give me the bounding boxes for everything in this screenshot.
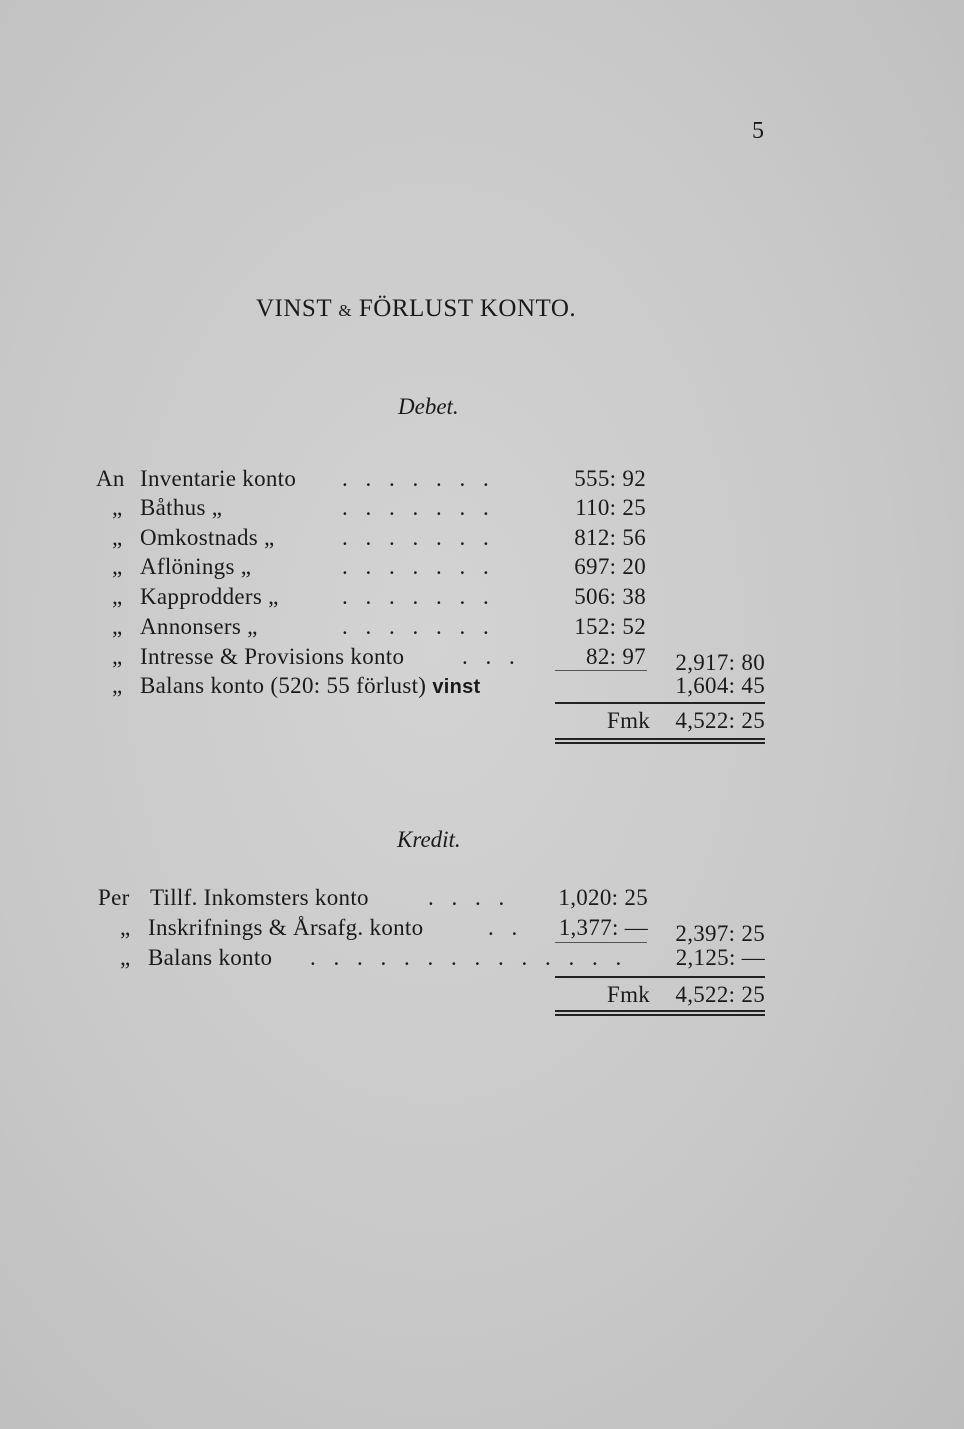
sum-label: Fmk	[607, 982, 651, 1007]
row-label: Annonsers „	[140, 614, 258, 639]
row-subtotal: 2,397: 25	[675, 921, 765, 946]
row-prefix: „	[112, 584, 123, 609]
row-amount: 110: 25	[575, 495, 646, 520]
title-ampersand: &	[338, 301, 353, 320]
row-prefix: „	[112, 495, 123, 520]
row-amount: 82: 97	[586, 644, 646, 669]
debet-row	[0, 614, 964, 644]
row-dots: . . . . . . .	[342, 525, 495, 550]
row-label: Aflönings „	[140, 554, 252, 579]
debet-row	[0, 554, 964, 584]
row-total: 2,125: —	[675, 945, 765, 970]
sum-amount: 4,522: 25	[675, 708, 765, 733]
row-dots: . . . . . . .	[342, 495, 495, 520]
row-dots: . . . . . . .	[342, 614, 495, 639]
debet-row	[0, 584, 964, 614]
double-rule-bottom	[555, 742, 765, 744]
row-total: 1,604: 45	[675, 673, 765, 698]
row-label: Kapprodders „	[140, 584, 279, 609]
page-number: 5	[752, 118, 764, 144]
debet-sum-row	[0, 708, 964, 738]
debet-row	[0, 495, 964, 525]
row-dots: . . . . . . .	[342, 584, 495, 609]
row-dots: . . . . . . .	[342, 466, 495, 491]
subtotal-rule	[555, 942, 647, 943]
row-amount: 812: 56	[574, 525, 646, 550]
row-amount: 152: 52	[574, 614, 646, 639]
row-label: Tillf. Inkomsters konto	[150, 885, 369, 910]
debet-row	[0, 466, 964, 496]
kredit-sum-row	[0, 982, 964, 1012]
row-label: Intresse & Provisions konto	[140, 644, 405, 669]
title-right: FÖRLUST KONTO.	[358, 295, 577, 322]
row-prefix: „	[112, 644, 123, 669]
sum-amount: 4,522: 25	[675, 982, 765, 1007]
kredit-row	[0, 885, 964, 915]
row-prefix: „	[120, 945, 131, 970]
kredit-heading: Kredit.	[397, 827, 461, 852]
row-amount: 1,377: —	[558, 915, 648, 940]
row-prefix: „	[112, 554, 123, 579]
row-label: Balans konto	[148, 945, 273, 970]
row-prefix: „	[112, 614, 123, 639]
row-subtotal: 2,917: 80	[675, 650, 765, 675]
row-label: Omkostnads „	[140, 525, 275, 550]
row-dots: . . .	[462, 644, 521, 669]
row-label: Balans konto (520: 55 förlust)	[140, 673, 427, 698]
row-label: Inskrifnings & Årsafg. konto	[148, 915, 424, 940]
row-dots: . . . .	[428, 885, 511, 910]
title-left: VINST	[256, 295, 332, 322]
total-rule	[555, 702, 765, 704]
sum-label: Fmk	[607, 708, 651, 733]
row-prefix: Per	[98, 885, 130, 910]
kredit-row	[0, 945, 964, 975]
debet-row	[0, 673, 964, 703]
debet-row	[0, 644, 964, 674]
debet-heading: Debet.	[398, 394, 459, 419]
row-label: Båthus „	[140, 495, 223, 520]
row-label: Inventarie konto	[140, 466, 297, 491]
row-prefix: „	[112, 525, 123, 550]
row-prefix: „	[112, 673, 123, 698]
row-amount: 697: 20	[574, 554, 646, 579]
page-title	[256, 295, 576, 323]
row-prefix: An	[96, 466, 125, 491]
row-dots: . . . . . . . . . . . . . .	[310, 945, 628, 970]
double-rule-top	[555, 1010, 765, 1012]
row-amount: 555: 92	[574, 466, 646, 491]
vinst-label: vinst	[432, 676, 481, 698]
row-label-group	[140, 673, 481, 699]
double-rule-top	[555, 738, 765, 740]
double-rule-bottom	[555, 1014, 765, 1016]
subtotal-rule	[555, 670, 647, 671]
row-amount: 1,020: 25	[558, 885, 648, 910]
row-prefix: „	[120, 915, 131, 940]
row-amount: 506: 38	[574, 584, 646, 609]
row-dots: . .	[488, 915, 524, 940]
row-dots: . . . . . . .	[342, 554, 495, 579]
total-rule	[555, 976, 765, 978]
debet-row	[0, 525, 964, 555]
kredit-row	[0, 915, 964, 945]
